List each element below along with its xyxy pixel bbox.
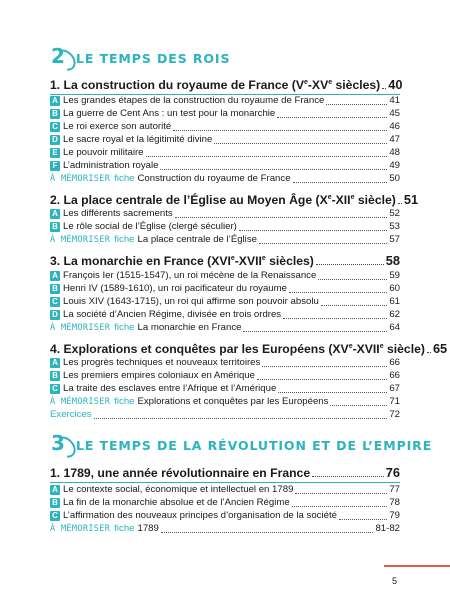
entry-page: 67 — [389, 383, 400, 394]
entry-text: Henri IV (1589-1610), un roi pacificateur du royaume — [63, 283, 287, 294]
entry-page: 52 — [389, 208, 400, 219]
toc-entry[interactable] — [50, 108, 400, 120]
entry-text: Le roi exerce son autorité — [63, 121, 172, 132]
entry-text: François Ier (1515-1547), un roi mécène de la Renaissance — [63, 270, 317, 281]
leader-dots — [293, 182, 388, 183]
entry-page: 66 — [389, 357, 400, 368]
entry-text: La place centrale de l’Église — [137, 234, 257, 245]
section-badge: A — [50, 485, 60, 495]
leader-dots — [239, 230, 387, 231]
leader-dots — [277, 117, 387, 118]
entry-page: 62 — [389, 309, 400, 320]
leader-dots — [339, 519, 387, 520]
section-badge: F — [50, 161, 60, 171]
chapter-row[interactable] — [50, 465, 400, 480]
toc-entry[interactable] — [50, 383, 400, 395]
section-badge: C — [50, 511, 60, 521]
fiche-tag: fiche — [114, 173, 135, 184]
leader-dots — [283, 318, 387, 319]
entry-text: La monarchie en France — [137, 322, 242, 333]
leader-dots — [259, 243, 387, 244]
leader-dots — [316, 264, 384, 265]
leader-dots — [295, 493, 387, 494]
toc-entry[interactable] — [50, 160, 400, 172]
leader-dots — [257, 379, 387, 380]
part-heading — [50, 44, 231, 69]
fiche-tag: fiche — [114, 234, 135, 245]
entry-page: 41 — [389, 95, 400, 106]
chapter-title: 3. La monarchie en France (XVIe-XVIIe siècles) — [50, 254, 314, 268]
leader-dots — [398, 203, 402, 204]
toc-entry[interactable] — [50, 283, 400, 295]
entry-page: 77 — [389, 484, 400, 495]
leader-dots — [278, 392, 387, 393]
part-number: 3 — [51, 431, 65, 455]
section-badge: B — [50, 371, 60, 381]
toc-entry-memo[interactable] — [50, 322, 400, 334]
section-badge: A — [50, 209, 60, 219]
part-heading — [50, 431, 433, 456]
leader-dots — [382, 88, 386, 89]
section-badge: B — [50, 284, 60, 294]
section-badge: D — [50, 310, 60, 320]
chapter-row[interactable] — [50, 253, 400, 268]
toc-entry-exercises[interactable] — [50, 409, 400, 421]
section-badge: A — [50, 96, 60, 106]
footer-rule — [384, 565, 450, 567]
leader-dots — [173, 130, 387, 131]
memo-tag: À MÉMORISER — [50, 174, 111, 184]
toc-entry[interactable] — [50, 484, 400, 496]
toc-entry[interactable] — [50, 357, 400, 369]
memo-tag: À MÉMORISER — [50, 235, 111, 245]
entry-page: 78 — [389, 497, 400, 508]
section-badge: B — [50, 222, 60, 232]
entry-text: L’administration royale — [63, 160, 159, 171]
entry-text: Les grandes étapes de la construction du royaume de France — [63, 95, 325, 106]
entry-text: Le contexte social, économique et intellectuel en 1789 — [63, 484, 294, 495]
entry-text: La société d’Ancien Régime, divisée en trois ordres — [63, 309, 282, 320]
part-title: LE TEMPS DES ROIS — [76, 50, 231, 66]
leader-dots — [318, 279, 387, 280]
toc-entry[interactable] — [50, 270, 400, 282]
leader-dots — [94, 418, 388, 419]
entry-text: Le pouvoir militaire — [63, 147, 144, 158]
memo-tag: À MÉMORISER — [50, 323, 111, 333]
entry-text: Les progrès techniques et nouveaux territoires — [63, 357, 261, 368]
toc-entry-memo[interactable] — [50, 396, 400, 408]
entry-page: 48 — [389, 147, 400, 158]
entry-text: 1789 — [137, 523, 159, 534]
leader-dots — [330, 405, 387, 406]
entry-page: 46 — [389, 121, 400, 132]
entry-page: 57 — [389, 234, 400, 245]
entry-text: Louis XIV (1643-1715), un roi qui affirme son pouvoir absolu — [63, 296, 319, 307]
entry-text: La guerre de Cent Ans : un test pour la monarchie — [63, 108, 276, 119]
entry-page: 64 — [389, 322, 400, 333]
chapter-row[interactable] — [50, 192, 419, 207]
chapter-page: 40 — [388, 77, 403, 92]
toc-entry[interactable] — [50, 208, 400, 220]
section-badge: B — [50, 109, 60, 119]
section-badge: E — [50, 148, 60, 158]
toc-entry[interactable] — [50, 497, 400, 509]
entry-page: 53 — [389, 221, 400, 232]
leader-dots — [289, 292, 387, 293]
leader-dots — [262, 366, 387, 367]
section-badge: C — [50, 297, 60, 307]
chapter-underline — [50, 482, 400, 483]
leader-dots — [321, 305, 388, 306]
leader-dots — [312, 476, 384, 477]
memo-tag: À MÉMORISER — [50, 524, 111, 534]
toc-entry[interactable] — [50, 134, 400, 146]
fiche-tag: fiche — [114, 396, 135, 407]
part-title: LE TEMPS DE LA RÉVOLUTION ET DE L’EMPIRE — [76, 437, 433, 453]
exercises-label: Exercices — [50, 409, 92, 420]
leader-dots — [161, 532, 374, 533]
page-number: 5 — [392, 576, 398, 586]
toc-entry[interactable] — [50, 370, 400, 382]
leader-dots — [326, 104, 387, 105]
entry-page: 61 — [389, 296, 400, 307]
entry-page: 72 — [389, 409, 400, 420]
leader-dots — [243, 331, 387, 332]
chapter-page: 51 — [403, 192, 419, 207]
section-badge: A — [50, 358, 60, 368]
entry-text: Construction du royaume de France — [137, 173, 291, 184]
entry-text: Explorations et conquêtes par les Européens — [137, 396, 329, 407]
toc-entry[interactable] — [50, 221, 400, 233]
toc-entry-memo[interactable] — [50, 234, 400, 246]
chapter-page: 65 — [432, 341, 448, 356]
toc-entry[interactable] — [50, 309, 400, 321]
chapter-title: 2. La place centrale de l’Église au Moyen Âge (Xe-XIIe siècle) — [50, 193, 396, 207]
section-badge: D — [50, 135, 60, 145]
toc-entry[interactable] — [50, 510, 400, 522]
leader-dots — [175, 217, 388, 218]
chapter-title: 1. 1789, une année révolutionnaire en France — [50, 466, 311, 480]
entry-text: Le rôle social de l’Église (clergé séculier) — [63, 221, 237, 232]
entry-page: 47 — [389, 134, 400, 145]
entry-text: Les premiers empires coloniaux en Amérique — [63, 370, 255, 381]
toc-entry[interactable] — [50, 95, 400, 107]
section-badge: C — [50, 122, 60, 132]
toc-entry[interactable] — [50, 121, 400, 133]
leader-dots — [214, 143, 387, 144]
part-number-badge — [50, 431, 70, 456]
part-number: 2 — [51, 44, 65, 68]
chapter-page: 58 — [385, 253, 400, 268]
entry-text: Le sacre royal et la légitimité divine — [63, 134, 213, 145]
part-number-badge — [50, 44, 70, 69]
entry-page: 79 — [389, 510, 400, 521]
entry-page: 49 — [389, 160, 400, 171]
entry-page: 50 — [389, 173, 400, 184]
chapter-title: 1. La construction du royaume de France (Ve-XVe siècles) — [50, 78, 381, 92]
leader-dots — [160, 169, 387, 170]
toc-entry[interactable] — [50, 296, 400, 308]
section-badge: C — [50, 384, 60, 394]
chapter-title: 4. Explorations et conquêtes par les Européens (XVe-XVIIe siècle) — [50, 342, 425, 356]
entry-text: Les différents sacrements — [63, 208, 173, 219]
section-badge: A — [50, 271, 60, 281]
entry-text: L’affirmation des nouveaux principes d’organisation de la société — [63, 510, 337, 521]
fiche-tag: fiche — [114, 322, 135, 333]
entry-page: 66 — [389, 370, 400, 381]
toc-entry[interactable] — [50, 147, 400, 159]
entry-page: 45 — [389, 108, 400, 119]
entry-page: 81-82 — [375, 523, 400, 534]
entry-text: La traite des esclaves entre l’Afrique et l’Amérique — [63, 383, 277, 394]
memo-tag: À MÉMORISER — [50, 397, 111, 407]
leader-dots — [427, 352, 431, 353]
fiche-tag: fiche — [114, 523, 135, 534]
toc-entry-memo[interactable] — [50, 523, 400, 535]
chapter-row[interactable] — [50, 341, 448, 356]
leader-dots — [292, 506, 388, 507]
toc-entry-memo[interactable] — [50, 173, 400, 185]
chapter-row[interactable] — [50, 77, 403, 92]
entry-page: 71 — [389, 396, 400, 407]
leader-dots — [146, 156, 388, 157]
entry-text: La fin de la monarchie absolue et de l’Ancien Régime — [63, 497, 290, 508]
entry-page: 60 — [389, 283, 400, 294]
entry-page: 59 — [389, 270, 400, 281]
chapter-page: 76 — [385, 465, 400, 480]
section-badge: B — [50, 498, 60, 508]
